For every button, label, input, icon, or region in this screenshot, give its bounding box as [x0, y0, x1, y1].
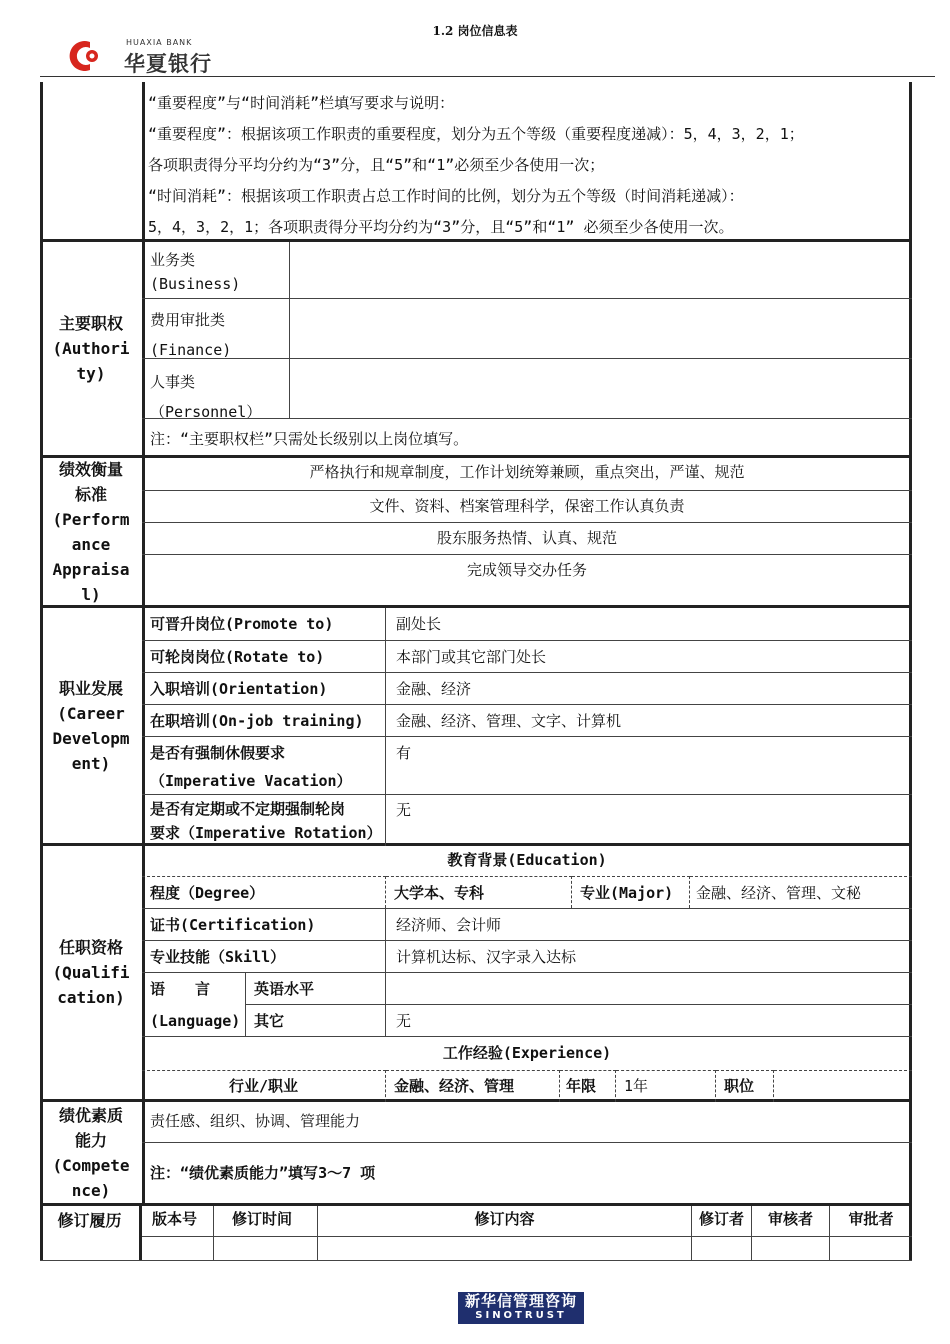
revision-cell[interactable] [692, 1236, 752, 1261]
degree-value: 大学本、专科 [386, 876, 572, 908]
position-label: 职位 [716, 1070, 774, 1102]
performance-item: 文件、资料、档案管理科学，保密工作认真负责 [142, 490, 912, 522]
revision-col-approver: 审批者 [848, 1210, 894, 1228]
footer-logo-cn: 新华信管理咨询 [464, 1292, 577, 1310]
authority-personnel-value[interactable] [290, 358, 912, 418]
skill-value: 计算机达标、汉字录入达标 [386, 940, 912, 972]
authority-finance-value[interactable] [290, 298, 912, 358]
notes-label-cell [40, 82, 145, 239]
logo-english-text: HUAXIA BANK [126, 38, 193, 47]
document-title: 1.2 岗位信息表 [432, 24, 518, 38]
competence-label: 绩优素质 能力 (Compete nce) [40, 1102, 145, 1203]
authority-business-label: 业务类 (Business) [142, 242, 290, 298]
revision-section [40, 1206, 912, 1261]
certification-value: 经济师、会计师 [386, 908, 912, 940]
career-rotate-label: 可轮岗岗位(Rotate to) [142, 640, 386, 672]
industry-value: 金融、经济、管理 [386, 1070, 560, 1102]
competence-section [40, 1102, 912, 1206]
certification-label: 证书(Certification) [142, 908, 386, 940]
huaxia-logo-icon [68, 40, 108, 72]
performance-item: 股东服务热情、认真、规范 [142, 522, 912, 554]
years-label: 年限 [560, 1070, 616, 1102]
career-onjob-label: 在职培训(On-job training) [142, 704, 386, 736]
career-rotate-value: 本部门或其它部门处长 [386, 640, 912, 672]
career-promote-label: 可晋升岗位(Promote to) [142, 608, 386, 640]
major-label: 专业(Major) [572, 876, 690, 908]
career-orientation-value: 金融、经济 [386, 672, 912, 704]
career-rotation-label: 是否有定期或不定期强制轮岗 要求（Imperative Rotation） [142, 794, 386, 846]
degree-label: 程度（Degree） [142, 876, 386, 908]
notes-line-2: “重要程度”：根据该项工作职责的重要程度，划分为五个等级（重要程度递减）：5，4，3，2，1； [148, 125, 804, 143]
career-vacation-label: 是否有强制休假要求 （Imperative Vacation） [142, 736, 386, 794]
revision-cell[interactable] [830, 1236, 912, 1261]
revision-cell[interactable] [214, 1236, 318, 1261]
bank-logo [68, 36, 238, 76]
career-label: 职业发展 (Career Developm ent) [40, 608, 145, 843]
performance-item: 完成领导交办任务 [142, 554, 912, 608]
revision-col-content: 修订内容 [318, 1206, 692, 1236]
performance-item: 严格执行和规章制度，工作计划统筹兼顾，重点突出，严谨、规范 [309, 463, 745, 481]
revision-col-date: 修订时间 [214, 1206, 318, 1236]
notes-line-1: “重要程度”与“时间消耗”栏填写要求与说明： [148, 94, 455, 112]
logo-chinese-text: 华夏银行 [124, 52, 212, 76]
notes-line-5: 5，4，3，2，1；各项职责得分平均分约为“3”分，且“5”和“1” 必须至少各使用一次。 [148, 218, 734, 236]
notes-line-4: “时间消耗”：根据该项工作职责占总工作时间的比例，划分为五个等级（时间消耗递减）： [148, 187, 744, 205]
authority-finance-label: 费用审批类 (Finance) [142, 298, 290, 358]
authority-business-value[interactable] [290, 242, 912, 298]
years-value: 1年 [616, 1070, 716, 1102]
qualification-section [40, 846, 912, 1102]
revision-col-reviser: 修订者 [692, 1206, 752, 1236]
career-promote-value: 副处长 [396, 615, 442, 633]
experience-header: 工作经验(Experience) [142, 1036, 912, 1070]
revision-cell[interactable] [142, 1236, 214, 1261]
other-language-value: 无 [386, 1004, 912, 1036]
sinotrust-logo [458, 1292, 584, 1324]
competence-note: 注：“绩优素质能力”填写3～7 项 [142, 1142, 912, 1206]
career-rotation-value: 无 [386, 794, 912, 846]
other-language-label: 其它 [246, 1004, 386, 1036]
authority-label: 主要职权 (Authori ty) [40, 242, 145, 455]
skill-label: 专业技能（Skill） [142, 940, 386, 972]
revision-cell[interactable] [318, 1236, 692, 1261]
revision-label: 修订履历 [40, 1206, 142, 1260]
performance-label: 绩效衡量 标准 (Perform ance Appraisa l) [40, 458, 145, 605]
career-section [40, 608, 912, 846]
career-orientation-label: 入职培训(Orientation) [142, 672, 386, 704]
revision-cell[interactable] [752, 1236, 830, 1261]
education-header: 教育背景(Education) [447, 851, 607, 869]
revision-col-reviewer: 审核者 [752, 1206, 830, 1236]
notes-line-3: 各项职责得分平均分约为“3”分，且“5”和“1”必须至少各使用一次； [148, 156, 605, 174]
english-level-value[interactable] [386, 972, 912, 1004]
position-value[interactable] [774, 1070, 912, 1102]
industry-label: 行业/职业 [142, 1070, 386, 1102]
revision-col-version: 版本号 [142, 1206, 214, 1236]
header-divider [40, 76, 935, 77]
career-onjob-value: 金融、经济、管理、文字、计算机 [386, 704, 912, 736]
authority-section [40, 242, 912, 458]
career-vacation-value: 有 [386, 736, 912, 794]
competence-value: 责任感、组织、协调、管理能力 [150, 1112, 361, 1130]
notes-section [40, 82, 912, 242]
notes-text [148, 88, 908, 243]
authority-personnel-label: 人事类 （Personnel） [142, 358, 290, 418]
language-label: 语 言 (Language) [142, 972, 246, 1036]
english-level-label: 英语水平 [246, 972, 386, 1004]
qualification-label: 任职资格 (Qualifi cation) [40, 846, 145, 1099]
footer-logo-en: SINOTRUST [475, 1310, 567, 1321]
major-value: 金融、经济、管理、文秘 [690, 876, 912, 908]
performance-section [40, 458, 912, 608]
authority-note: 注：“主要职权栏”只需处长级别以上岗位填写。 [142, 418, 912, 458]
